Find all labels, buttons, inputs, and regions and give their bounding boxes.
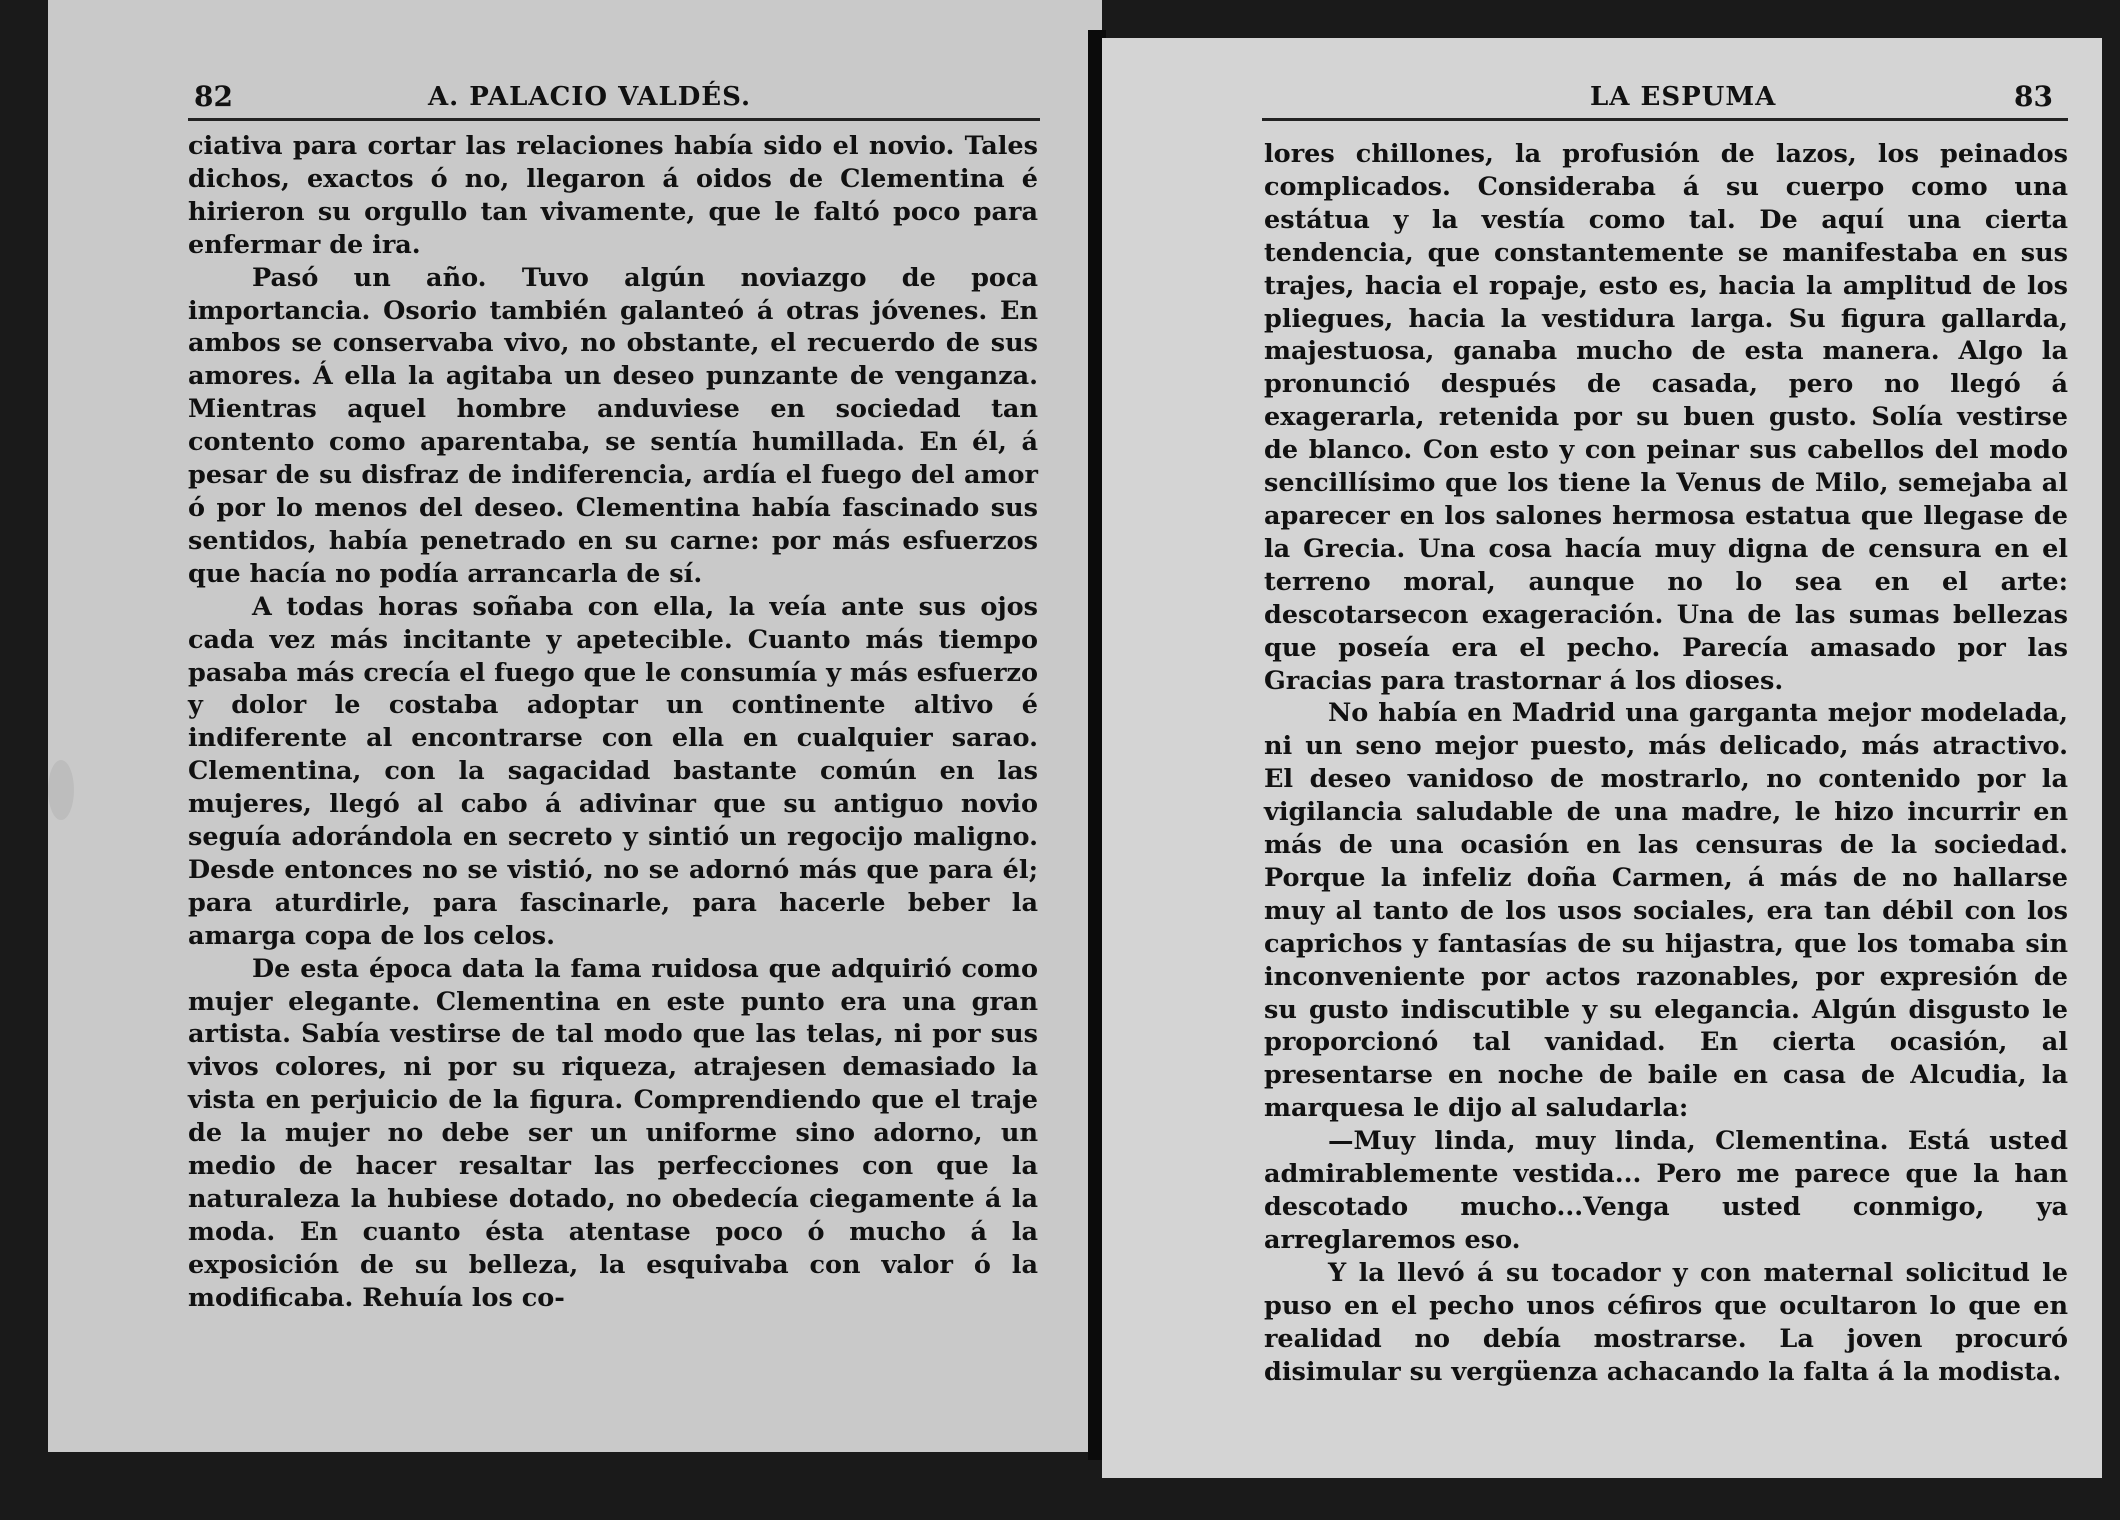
left-paragraph-2: Pasó un año. Tuvo algún noviazgo de poca importancia. Osorio también galanteó á otras jóvenes. En ambos se conservaba vivo, no obstante, el recuerdo de sus amores. Á ella la agitaba un deseo punzante de venganza. Mientras aquel hombre anduviese en sociedad tan contento como aparentaba, se sentía humillada. En él, á pesar de su disfraz de indiferencia, ardía el fuego del amor ó por lo menos del deseo. Clementina había fascinado sus sentidos, había penetrado en su carne: por más esfuerzos que hacía no podía arrancarla de sí. [188,262,1038,589]
right-page [1102,38,2102,1478]
left-body-text [188,130,1038,1315]
left-paragraph-3: A todas horas soñaba con ella, la veía ante sus ojos cada vez más incitante y apetecible. Cuanto más tiempo pasaba más crecía el fuego que le consumía y más esfuerzo y dolor le costaba adoptar un continente altivo é indiferente al encontrarse con ella en cualquier sarao. Clementina, con la sagacidad bastante común en las mujeres, llegó al cabo á adivinar que su antiguo novio seguía adorándola en secreto y sintió un regocijo maligno. Desde entonces no se vistió, no se adornó más que para él; para aturdirle, para fascinarle, para hacerle beber la amarga copa de los celos. [188,591,1038,951]
left-page-number: 82 [194,80,233,113]
left-running-head: A. PALACIO VALDÉS. [428,82,751,112]
right-header-rule [1262,118,2068,121]
left-paragraph-4: De esta época data la fama ruidosa que adquirió como mujer elegante. Clementina en este punto era una gran artista. Sabía vestirse de tal modo que las telas, ni por sus vivos colores, ni por su riqueza, atrajesen demasiado la vista en perjuicio de la figura. Comprendiendo que el traje de la mujer no debe ser un uniforme sino adorno, un medio de hacer resaltar las perfecciones con que la naturaleza la hubiese dotado, no obedecía ciegamente á la moda. En cuanto ésta atentase poco ó mucho á la exposición de su belleza, la esquivaba con valor ó la modificaba. Rehuía los co- [188,953,1038,1313]
right-paragraph-3: —Muy linda, muy linda, Clementina. Está usted admirablemente vestida... Pero me parece que la han descotado mucho...Venga usted conmigo, ya arreglaremos eso. [1264,1126,2068,1255]
left-paragraph-1: ciativa para cortar las relaciones había sido el novio. Tales dichos, exactos ó no, llegaron á oidos de Clementina é hirieron su orgullo tan vivamente, que le faltó poco para enfermar de ira. [188,131,1038,260]
right-running-head: LA ESPUMA [1590,82,1777,112]
right-paragraph-1: lores chillones, la profusión de lazos, los peinados complicados. Consideraba á su cuerpo como una estátua y la vestía como tal. De aquí una cierta tendencia, que constantemente se manifestaba en sus trajes, hacia el ropaje, esto es, hacia la amplitud de los pliegues, hacia la vestidura larga. Su figura gallarda, majestuosa, ganaba mucho de esta manera. Algo la pronunció después de casada, pero no llegó á exagerarla, retenida por su buen gusto. Solía vestirse de blanco. Con esto y con peinar sus cabellos del modo sencillísimo que los tiene la Venus de Milo, semejaba al aparecer en los salones hermosa estatua que llegase de la Grecia. Una cosa hacía muy digna de censura en el terreno moral, aunque no lo sea en el arte: descotarsecon exageración. Una de las sumas bellezas que poseía era el pecho. Parecía amasado por las Gracias para trastornar á los dioses. [1264,139,2068,696]
right-paragraph-2: No había en Madrid una garganta mejor modelada, ni un seno mejor puesto, más delicado, más atractivo. El deseo vanidoso de mostrarlo, no contenido por la vigilancia saludable de una madre, le hizo incurrir en más de una ocasión en las censuras de la sociedad. Porque la infeliz doña Carmen, á más de no hallarse muy al tanto de los usos sociales, era tan débil con los caprichos y fantasías de su hijastra, que los tomaba sin inconveniente por actos razonables, por expresión de su gusto indiscutible y su elegancia. Algún disgusto le proporcionó tal vanidad. En cierta ocasión, al presentarse en noche de baile en casa de Alcudia, la marquesa le dijo al saludarla: [1264,698,2068,1124]
left-page [48,0,1102,1452]
right-page-number: 83 [2014,80,2053,113]
left-header-rule [188,118,1040,121]
right-paragraph-4: Y la llevó á su tocador y con maternal solicitud le puso en el pecho unos céfiros que ocultaron lo que en realidad no debía mostrarse. La joven procuró disimular su vergüenza achacando la falta á la modista. [1264,1257,2068,1387]
right-body-text [1264,138,2068,1388]
scan-mark [48,760,74,820]
